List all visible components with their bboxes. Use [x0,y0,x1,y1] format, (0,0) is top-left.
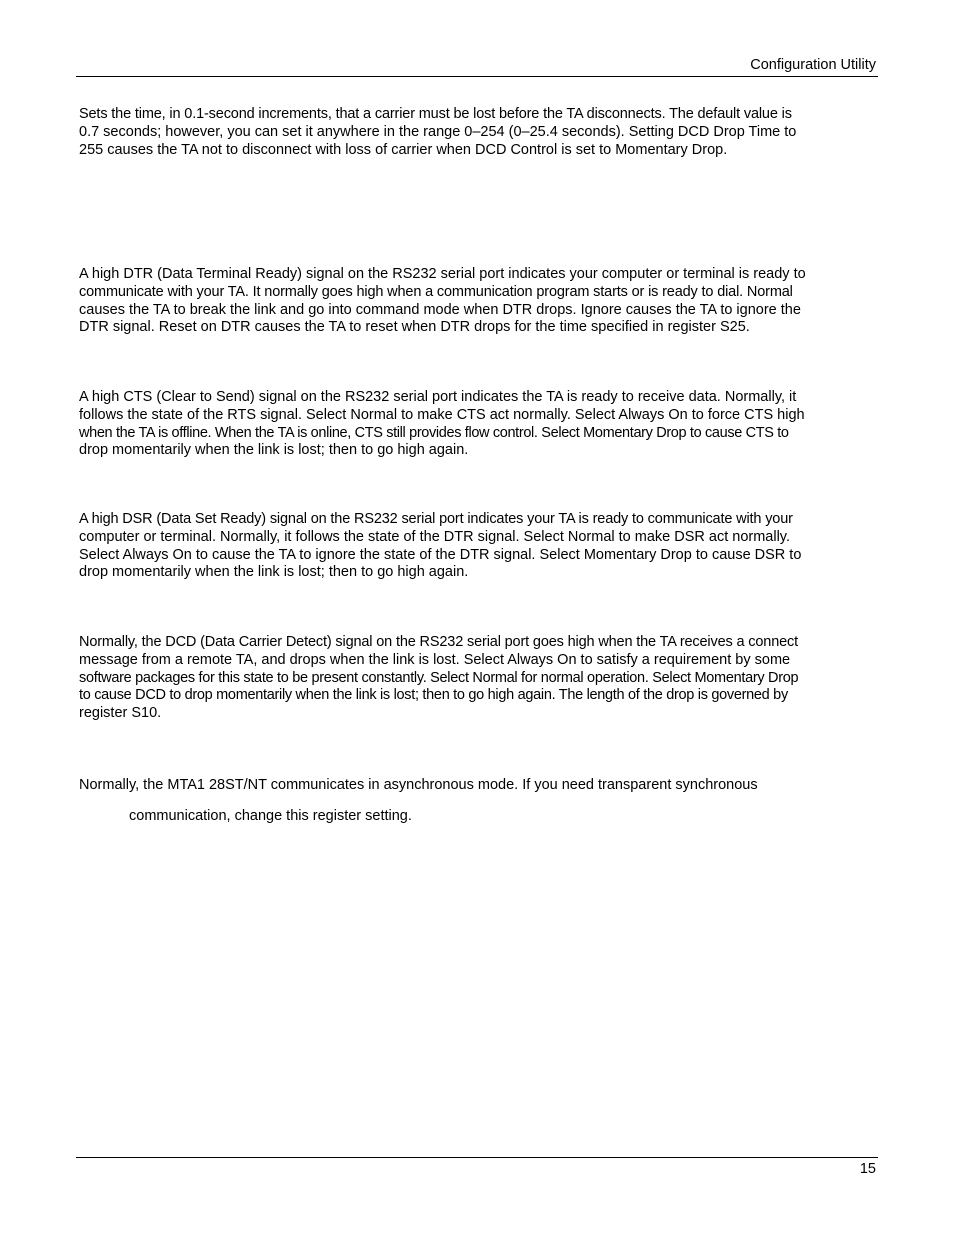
text-line: computer or terminal. Normally, it follows the state of the DTR signal. Select Normal to make DSR act normally. [79,528,791,545]
header-title: Configuration Utility [750,57,876,73]
text-line: message from a remote TA, and drops when the link is lost. Select Always On to satisfy a requirement by some [79,651,791,668]
text-line: A high DSR (Data Set Ready) signal on the RS232 serial port indicates your TA is ready to communicate with your [79,511,793,527]
paragraph-dcd-drop-time [79,106,874,159]
text-line: when the TA is offline. When the TA is online, CTS still provides flow control. Select Momentary Drop to cause CTS to [79,424,789,441]
text-line: A high CTS (Clear to Send) signal on the RS232 serial port indicates the TA is ready to receive data. Normally, it [79,389,797,405]
paragraph-dsr [79,511,874,582]
paragraph-dcd [79,634,874,723]
text-line: drop momentarily when the link is lost; then to go high again. [79,442,469,459]
page-number: 15 [859,1161,876,1177]
paragraph-dtr [79,266,874,337]
text-line: to cause DCD to drop momentarily when the link is lost; then to go high again. The length of the drop is governed by [79,687,788,704]
text-line: software packages for this state to be present constantly. Select Normal for normal operation. Select Momentary Drop [79,669,799,686]
text-line: drop momentarily when the link is lost; then to go high again. [79,564,469,581]
header-rule [76,76,878,77]
text-line: register S10. [79,705,162,722]
text-line-indented: communication, change this register setting. [129,808,412,824]
paragraph-cts [79,389,874,460]
text-line: Normally, the DCD (Data Carrier Detect) signal on the RS232 serial port goes high when the TA receives a connect [79,634,799,650]
text-line: A high DTR (Data Terminal Ready) signal on the RS232 serial port indicates your computer or terminal is ready to [79,266,806,282]
text-line: Select Always On to cause the TA to ignore the state of the DTR signal. Select Momentary Drop to cause DSR to [79,546,802,563]
text-line: 0.7 seconds; however, you can set it anywhere in the range 0–254 (0–25.4 seconds). Setting DCD Drop Time to [79,123,797,140]
text-line: Normally, the MTA1 28ST/NT communicates in asynchronous mode. If you need transparent synchronous [79,777,758,793]
text-line: causes the TA to break the link and go into command mode when DTR drops. Ignore causes the TA to ignore the [79,301,801,318]
text-line: DTR signal. Reset on DTR causes the TA to reset when DTR drops for the time specified in register S25. [79,319,750,336]
text-line: 255 causes the TA not to disconnect with loss of carrier when DCD Control is set to Momentary Drop. [79,141,728,158]
text-line: follows the state of the RTS signal. Select Normal to make CTS act normally. Select Always On to force CTS high [79,406,805,423]
footer-rule [76,1157,878,1158]
text-line: communicate with your TA. It normally goes high when a communication program starts or is ready to dial. Normal [79,283,793,300]
paragraph-sync [79,777,874,795]
text-line: Sets the time, in 0.1-second increments, that a carrier must be lost before the TA disconnects. The default value is [79,106,792,122]
